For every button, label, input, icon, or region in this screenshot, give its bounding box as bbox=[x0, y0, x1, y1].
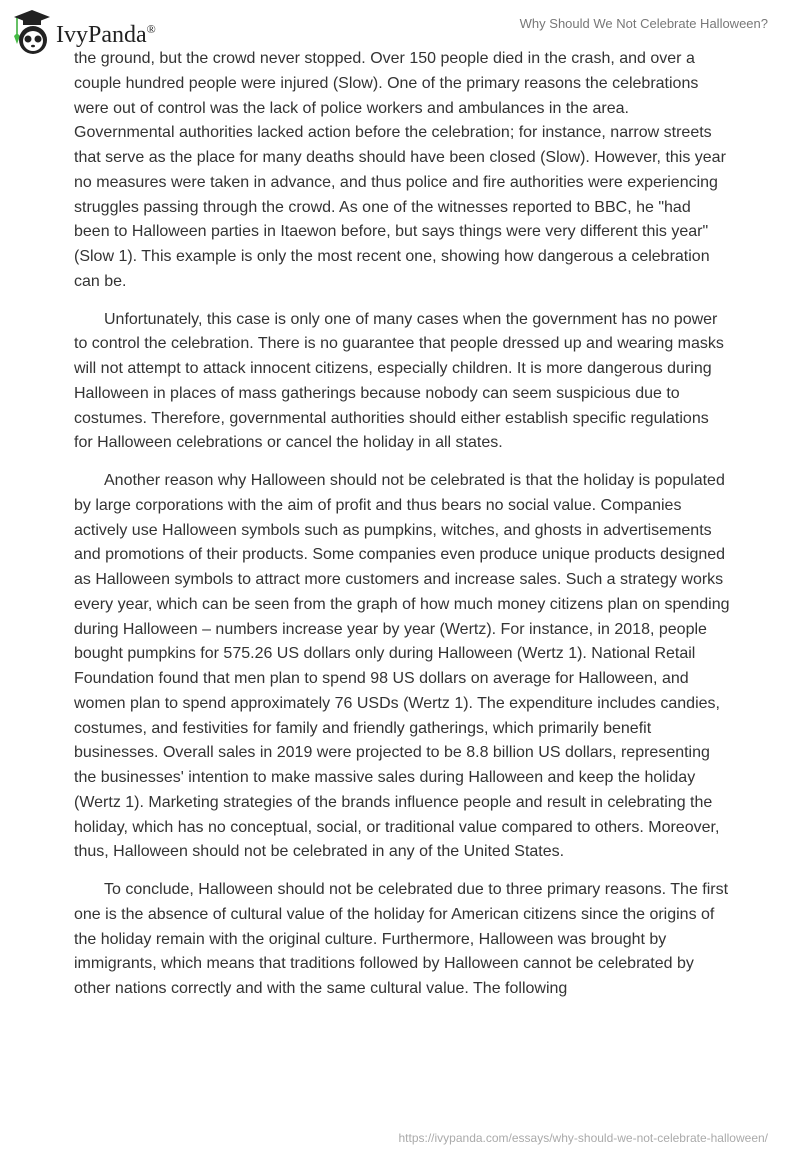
brand-name bbox=[56, 22, 156, 49]
panda-graduate-icon bbox=[12, 8, 52, 56]
paragraph: To conclude, Halloween should not be celebrated due to three primary reasons. The first one is the absence of cultural value of the holiday for American citizens since the origins of the holiday remain with the original culture. Furthermore, Halloween was brought by immigrants, which means that traditions followed by Halloween cannot be celebrated by other nations correctly and with the same cultural value. The following bbox=[74, 881, 729, 997]
page-header bbox=[0, 0, 800, 48]
essay-body bbox=[74, 47, 730, 1015]
document-title: Why Should We Not Celebrate Halloween? bbox=[519, 16, 768, 31]
paragraph: Unfortunately, this case is only one of many cases when the government has no power to control the celebration. There is no guarantee that people dressed up and wearing masks will not attempt to attack innocent citizens, especially children. It is more dangerous during Halloween in places of mass gatherings because nobody can seem suspicious due to costumes. Therefore, governmental authorities should either establish specific regulations for Halloween celebrations or cancel the holiday in all states. bbox=[74, 310, 724, 452]
paragraph: Another reason why Halloween should not be celebrated is that the holiday is populated by large corporations with the aim of profit and thus bears no social value. Companies actively use Halloween symbols such as pumpkins, witches, and ghosts in advertisements and promotions of their products. Some companies even produce unique products designed as Halloween symbols to attract more customers and increase sales. Such a strategy works every year, which can be seen from the graph of how much money citizens plan on spending during Halloween – numbers increase year by year (Wertz). For instance, in 2018, people bought pumpkins for 575.26 US dollars only during Halloween (Wertz 1). National Retail Foundation found that men plan to spend 98 US dollars on average for Halloween, and women plan to spend approximately 76 USDs (Wertz 1). The expenditure includes candies, costumes, and festivities for family and friendly gatherings, which primarily benefit businesses. Overall sales in 2019 were projected to be 8.8 billion US dollars, representing the businesses' intention to make massive sales during Halloween and keep the holiday (Wertz 1). Marketing strategies of the brands influence people and result in celebrating the holiday, which has no conceptual, social, or traditional value compared to others. Moreover, thus, Halloween should not be celebrated in any of the United States. bbox=[74, 472, 730, 861]
paragraph: the ground, but the crowd never stopped. Over 150 people died in the crash, and over a couple hundred people were injured (Slow). One of the primary reasons the celebrations were out of control was the lack of police workers and ambulances in the area. Governmental authorities lacked action before the celebration; for instance, narrow streets that serve as the place for many deaths should have been closed (Slow). However, this year no measures were taken in advance, and thus police and fire authorities were experiencing struggles passing through the crowd. As one of the witnesses reported to BBC, he "had been to Halloween parties in Itaewon before, but says things were very different this year" (Slow 1). This example is only the most recent one, showing how dangerous a celebration can be. bbox=[74, 50, 726, 290]
registered-mark: ® bbox=[146, 21, 156, 36]
brand-text: IvyPanda bbox=[56, 21, 147, 48]
source-url[interactable]: https://ivypanda.com/essays/why-should-we-not-celebrate-halloween/ bbox=[398, 1131, 768, 1145]
